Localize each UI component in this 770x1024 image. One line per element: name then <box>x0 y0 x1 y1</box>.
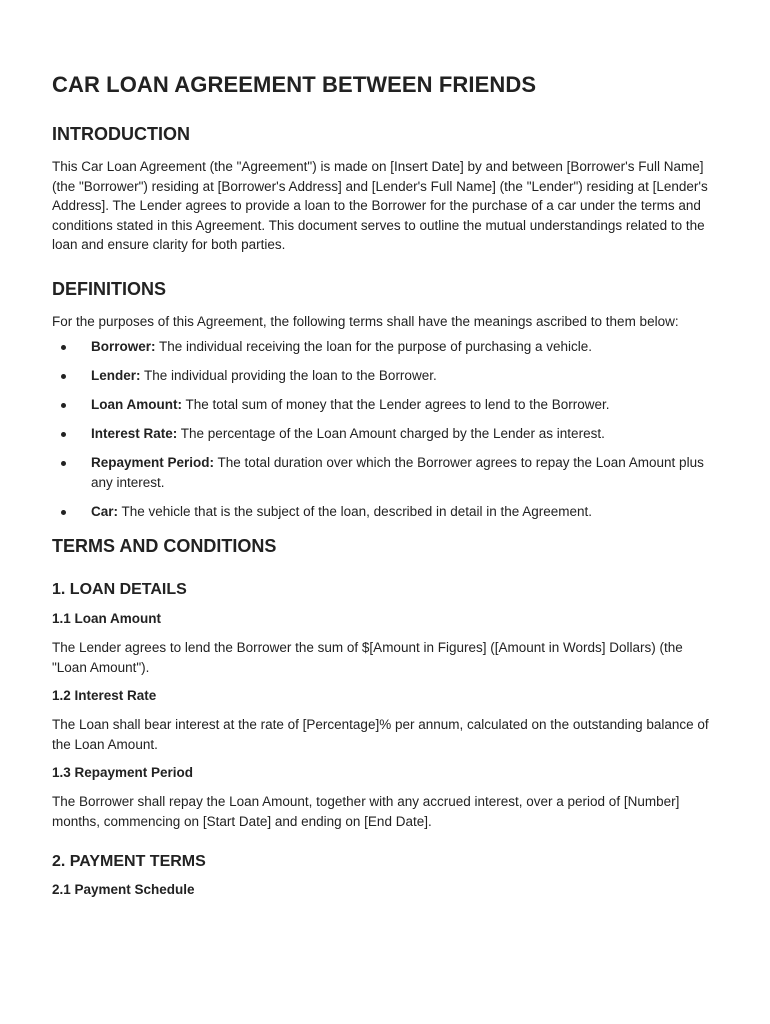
definition-term: Lender: <box>91 368 141 383</box>
introduction-heading: INTRODUCTION <box>52 124 190 144</box>
bullet-icon <box>61 374 66 379</box>
payment-terms-heading: 2. PAYMENT TERMS <box>52 853 206 870</box>
bullet-icon <box>61 403 66 408</box>
list-item <box>52 453 720 492</box>
list-item <box>52 366 720 386</box>
definition-text: The percentage of the Loan Amount charged by the Lender as interest. <box>177 426 605 441</box>
introduction-paragraph: This Car Loan Agreement (the "Agreement") is made on [Insert Date] by and between [Borrower's Full Name] (the "Borrower") residing at [Borrower's Address] and [Lender's Full Name] (the "Lender") residing at [Lender's Address]. The Lender agrees to provide a loan to the Borrower for the purchase of a car under the terms and conditions stated in this Agreement. This document serves to outline the mutual understandings related to the loan and ensure clarity for both parties. <box>52 159 708 252</box>
loan-amount-paragraph: The Lender agrees to lend the Borrower the sum of $[Amount in Figures] ([Amount in Words] Dollars) (the "Loan Amount"). <box>52 640 683 675</box>
definitions-list <box>52 337 720 521</box>
interest-rate-heading: 1.2 Interest Rate <box>52 688 157 703</box>
definition-term: Loan Amount: <box>91 397 182 412</box>
definition-text: The individual providing the loan to the Borrower. <box>140 368 437 383</box>
document-page <box>52 70 720 899</box>
list-item <box>52 502 720 522</box>
definition-text: The vehicle that is the subject of the loan, described in detail in the Agreement. <box>118 503 593 519</box>
list-item <box>52 395 720 415</box>
repayment-period-heading: 1.3 Repayment Period <box>52 765 194 780</box>
payment-schedule-heading: 2.1 Payment Schedule <box>52 882 195 897</box>
definition-text: The total sum of money that the Lender agrees to lend to the Borrower. <box>181 397 610 412</box>
definition-term: Borrower: <box>91 339 156 354</box>
definition-term: Car: <box>91 503 119 519</box>
definition-text: The total duration over which the Borrower agrees to repay the Loan Amount plus any interest. <box>91 455 704 490</box>
definition-term: Repayment Period: <box>91 455 215 470</box>
bullet-icon <box>61 461 66 466</box>
definitions-intro: For the purposes of this Agreement, the following terms shall have the meanings ascribed to them below: <box>52 313 679 329</box>
definition-text: The individual receiving the loan for the purpose of purchasing a vehicle. <box>155 339 593 354</box>
bullet-icon <box>61 345 66 350</box>
definitions-heading: DEFINITIONS <box>52 278 167 299</box>
repayment-period-paragraph: The Borrower shall repay the Loan Amount, together with any accrued interest, over a period of [Number] months, commencing on [Start Date] and ending on [End Date]. <box>52 794 680 829</box>
bullet-icon <box>61 432 66 437</box>
list-item <box>52 424 720 444</box>
loan-details-heading: 1. LOAN DETAILS <box>52 581 187 598</box>
definition-term: Interest Rate: <box>91 426 178 441</box>
bullet-icon <box>61 510 66 515</box>
loan-amount-heading: 1.1 Loan Amount <box>52 611 162 626</box>
document-title: CAR LOAN AGREEMENT BETWEEN FRIENDS <box>52 72 537 97</box>
terms-heading: TERMS AND CONDITIONS <box>52 536 277 556</box>
list-item <box>52 337 720 357</box>
interest-rate-paragraph: The Loan shall bear interest at the rate of [Percentage]% per annum, calculated on the outstanding balance of the Loan Amount. <box>52 717 709 752</box>
